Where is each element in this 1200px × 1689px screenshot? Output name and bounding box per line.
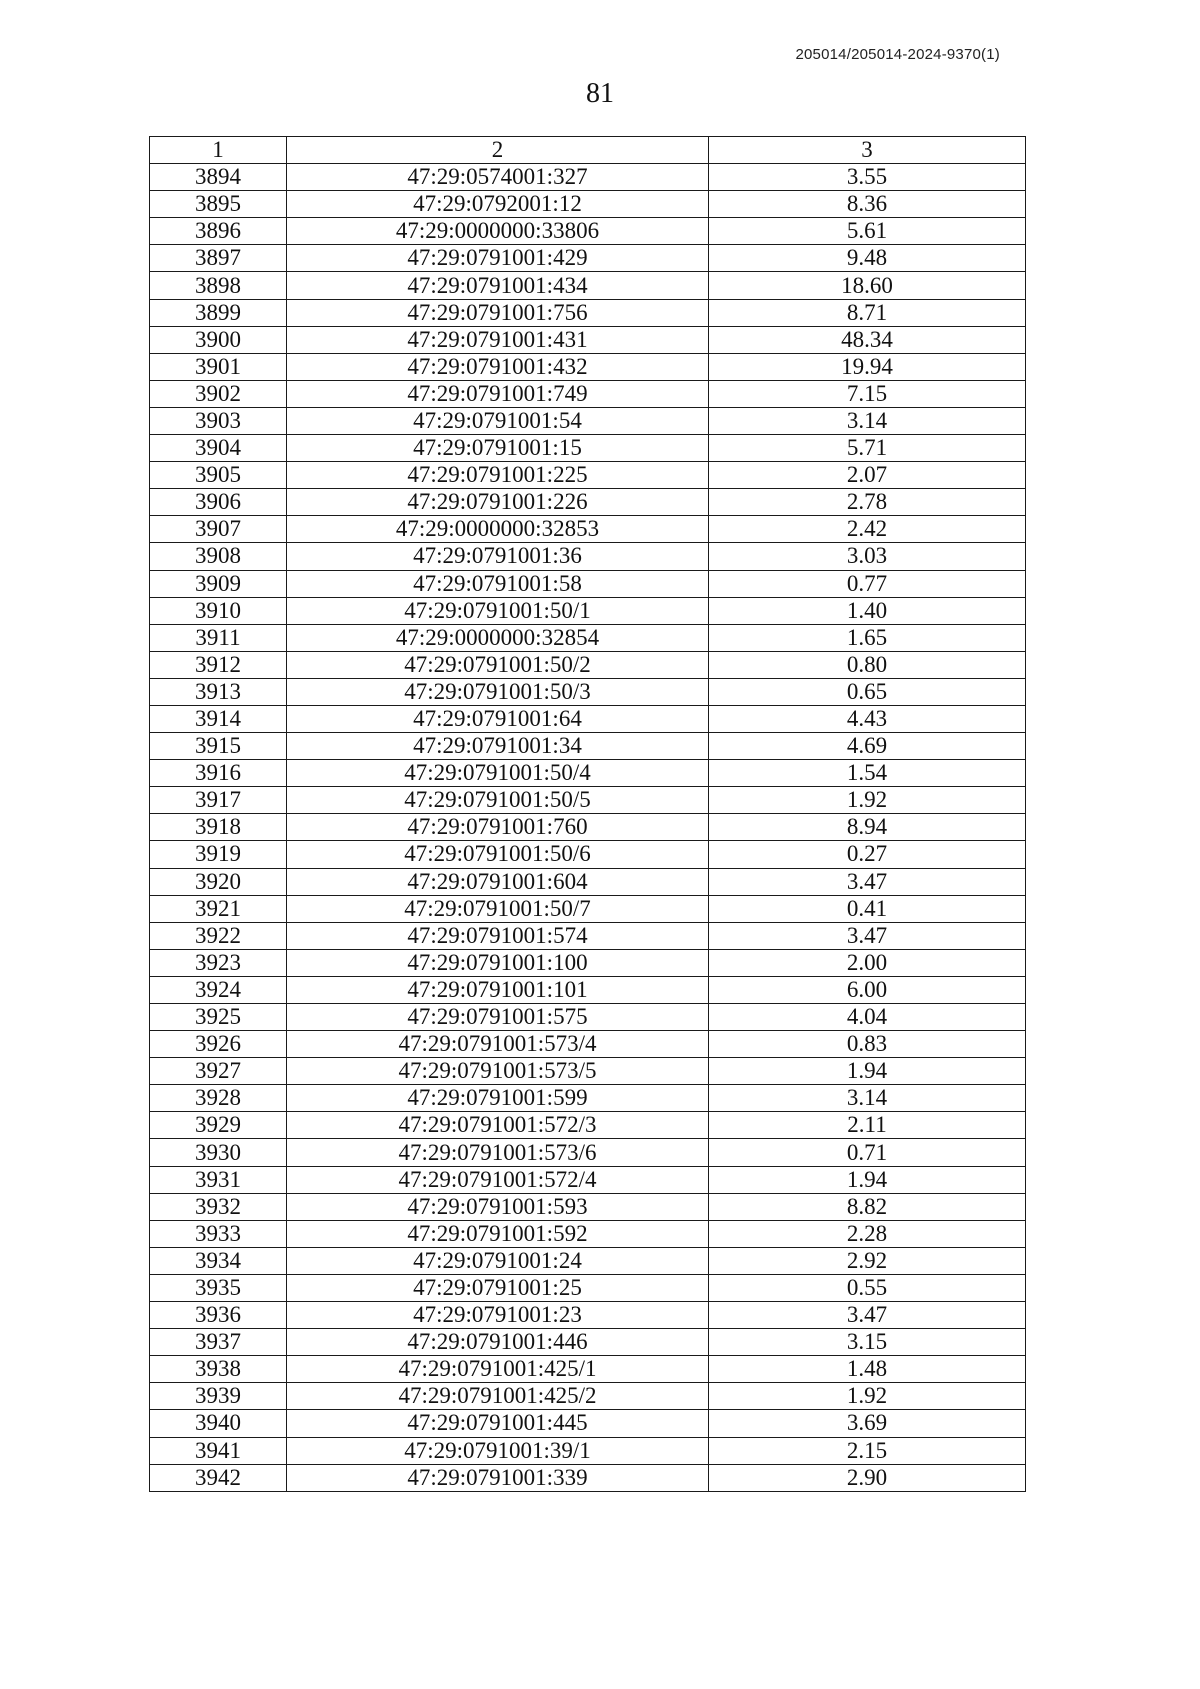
value-cell: 1.94 [709, 1166, 1026, 1193]
cadastral-number-cell: 47:29:0791001:749 [287, 380, 709, 407]
table-row [150, 624, 1026, 651]
value-cell: 1.65 [709, 624, 1026, 651]
value-cell: 3.15 [709, 1329, 1026, 1356]
row-number-cell: 3925 [150, 1004, 287, 1031]
column-header-2: 2 [287, 137, 709, 164]
table-row [150, 705, 1026, 732]
cadastral-number-cell: 47:29:0791001:50/6 [287, 841, 709, 868]
row-number-cell: 3932 [150, 1193, 287, 1220]
row-number-cell: 3906 [150, 489, 287, 516]
value-cell: 1.92 [709, 787, 1026, 814]
value-cell: 19.94 [709, 353, 1026, 380]
table-row [150, 1220, 1026, 1247]
value-cell: 3.14 [709, 1085, 1026, 1112]
cadastral-number-cell: 47:29:0791001:36 [287, 543, 709, 570]
row-number-cell: 3897 [150, 245, 287, 272]
cadastral-number-cell: 47:29:0791001:425/2 [287, 1383, 709, 1410]
table-row [150, 1139, 1026, 1166]
table-row [150, 868, 1026, 895]
cadastral-number-cell: 47:29:0791001:573/4 [287, 1031, 709, 1058]
row-number-cell: 3901 [150, 353, 287, 380]
cadastral-number-cell: 47:29:0791001:339 [287, 1464, 709, 1491]
cadastral-number-cell: 47:29:0791001:50/2 [287, 651, 709, 678]
table-row [150, 245, 1026, 272]
row-number-cell: 3919 [150, 841, 287, 868]
value-cell: 48.34 [709, 326, 1026, 353]
row-number-cell: 3910 [150, 597, 287, 624]
value-cell: 3.03 [709, 543, 1026, 570]
table-row [150, 1274, 1026, 1301]
page-number: 81 [586, 78, 614, 109]
row-number-cell: 3905 [150, 462, 287, 489]
value-cell: 0.41 [709, 895, 1026, 922]
value-cell: 0.80 [709, 651, 1026, 678]
table-row [150, 462, 1026, 489]
table-row [150, 814, 1026, 841]
row-number-cell: 3935 [150, 1274, 287, 1301]
cadastral-number-cell: 47:29:0791001:58 [287, 570, 709, 597]
row-number-cell: 3922 [150, 922, 287, 949]
cadastral-number-cell: 47:29:0791001:604 [287, 868, 709, 895]
value-cell: 0.77 [709, 570, 1026, 597]
table-row [150, 1085, 1026, 1112]
row-number-cell: 3915 [150, 733, 287, 760]
value-cell: 2.90 [709, 1464, 1026, 1491]
cadastral-number-cell: 47:29:0791001:226 [287, 489, 709, 516]
row-number-cell: 3896 [150, 218, 287, 245]
row-number-cell: 3940 [150, 1410, 287, 1437]
value-cell: 8.94 [709, 814, 1026, 841]
value-cell: 7.15 [709, 380, 1026, 407]
table-body [150, 137, 1026, 1492]
cadastral-number-cell: 47:29:0791001:15 [287, 435, 709, 462]
value-cell: 2.78 [709, 489, 1026, 516]
cadastral-number-cell: 47:29:0791001:760 [287, 814, 709, 841]
value-cell: 2.28 [709, 1220, 1026, 1247]
cadastral-number-cell: 47:29:0791001:573/6 [287, 1139, 709, 1166]
value-cell: 3.69 [709, 1410, 1026, 1437]
cadastral-number-cell: 47:29:0791001:431 [287, 326, 709, 353]
table-row [150, 922, 1026, 949]
row-number-cell: 3903 [150, 407, 287, 434]
table-row [150, 1410, 1026, 1437]
cadastral-number-cell: 47:29:0791001:599 [287, 1085, 709, 1112]
table-row [150, 949, 1026, 976]
value-cell: 1.40 [709, 597, 1026, 624]
cadastral-number-cell: 47:29:0791001:573/5 [287, 1058, 709, 1085]
value-cell: 0.55 [709, 1274, 1026, 1301]
row-number-cell: 3921 [150, 895, 287, 922]
table-row [150, 489, 1026, 516]
cadastral-number-cell: 47:29:0791001:50/5 [287, 787, 709, 814]
table-row [150, 678, 1026, 705]
table-row [150, 516, 1026, 543]
column-header-1: 1 [150, 137, 287, 164]
document-id: 205014/205014-2024-9370(1) [795, 46, 1000, 63]
table-row [150, 407, 1026, 434]
cadastral-number-cell: 47:29:0791001:572/3 [287, 1112, 709, 1139]
value-cell: 0.71 [709, 1139, 1026, 1166]
cadastral-number-cell: 47:29:0791001:575 [287, 1004, 709, 1031]
cadastral-number-cell: 47:29:0792001:12 [287, 191, 709, 218]
value-cell: 8.36 [709, 191, 1026, 218]
cadastral-number-cell: 47:29:0791001:50/3 [287, 678, 709, 705]
row-number-cell: 3941 [150, 1437, 287, 1464]
table-row [150, 1329, 1026, 1356]
row-number-cell: 3907 [150, 516, 287, 543]
row-number-cell: 3918 [150, 814, 287, 841]
row-number-cell: 3926 [150, 1031, 287, 1058]
row-number-cell: 3928 [150, 1085, 287, 1112]
cadastral-number-cell: 47:29:0791001:429 [287, 245, 709, 272]
cadastral-number-cell: 47:29:0791001:593 [287, 1193, 709, 1220]
table-row [150, 1383, 1026, 1410]
cadastral-number-cell: 47:29:0791001:225 [287, 462, 709, 489]
row-number-cell: 3904 [150, 435, 287, 462]
table-row [150, 1004, 1026, 1031]
row-number-cell: 3927 [150, 1058, 287, 1085]
cadastral-number-cell: 47:29:0791001:574 [287, 922, 709, 949]
value-cell: 5.61 [709, 218, 1026, 245]
table-row [150, 272, 1026, 299]
table-row [150, 1302, 1026, 1329]
value-cell: 2.92 [709, 1247, 1026, 1274]
row-number-cell: 3924 [150, 976, 287, 1003]
table-row [150, 733, 1026, 760]
cadastral-number-cell: 47:29:0000000:32853 [287, 516, 709, 543]
table-row [150, 353, 1026, 380]
row-number-cell: 3912 [150, 651, 287, 678]
value-cell: 2.11 [709, 1112, 1026, 1139]
row-number-cell: 3899 [150, 299, 287, 326]
row-number-cell: 3939 [150, 1383, 287, 1410]
cadastral-number-cell: 47:29:0791001:54 [287, 407, 709, 434]
cadastral-number-cell: 47:29:0791001:50/1 [287, 597, 709, 624]
table-row [150, 1247, 1026, 1274]
table-row [150, 760, 1026, 787]
table-row [150, 1058, 1026, 1085]
table-row [150, 218, 1026, 245]
cadastral-number-cell: 47:29:0791001:756 [287, 299, 709, 326]
value-cell: 1.48 [709, 1356, 1026, 1383]
data-table [149, 136, 1026, 1492]
row-number-cell: 3902 [150, 380, 287, 407]
row-number-cell: 3916 [150, 760, 287, 787]
cadastral-number-cell: 47:29:0791001:446 [287, 1329, 709, 1356]
row-number-cell: 3914 [150, 705, 287, 732]
cadastral-number-cell: 47:29:0791001:34 [287, 733, 709, 760]
value-cell: 0.83 [709, 1031, 1026, 1058]
value-cell: 1.92 [709, 1383, 1026, 1410]
value-cell: 2.07 [709, 462, 1026, 489]
cadastral-number-cell: 47:29:0791001:25 [287, 1274, 709, 1301]
value-cell: 4.04 [709, 1004, 1026, 1031]
value-cell: 1.54 [709, 760, 1026, 787]
value-cell: 3.47 [709, 1302, 1026, 1329]
value-cell: 5.71 [709, 435, 1026, 462]
table-row [150, 299, 1026, 326]
row-number-cell: 3936 [150, 1302, 287, 1329]
value-cell: 1.94 [709, 1058, 1026, 1085]
cadastral-number-cell: 47:29:0791001:39/1 [287, 1437, 709, 1464]
row-number-cell: 3933 [150, 1220, 287, 1247]
value-cell: 0.65 [709, 678, 1026, 705]
cadastral-number-cell: 47:29:0791001:64 [287, 705, 709, 732]
row-number-cell: 3911 [150, 624, 287, 651]
column-header-3: 3 [709, 137, 1026, 164]
value-cell: 0.27 [709, 841, 1026, 868]
row-number-cell: 3942 [150, 1464, 287, 1491]
table-row [150, 1112, 1026, 1139]
cadastral-number-cell: 47:29:0791001:445 [287, 1410, 709, 1437]
table-row [150, 191, 1026, 218]
row-number-cell: 3923 [150, 949, 287, 976]
cadastral-number-cell: 47:29:0574001:327 [287, 164, 709, 191]
cadastral-number-cell: 47:29:0791001:572/4 [287, 1166, 709, 1193]
table-row [150, 787, 1026, 814]
table-row [150, 1356, 1026, 1383]
table-row [150, 1031, 1026, 1058]
row-number-cell: 3934 [150, 1247, 287, 1274]
table-row [150, 380, 1026, 407]
value-cell: 2.42 [709, 516, 1026, 543]
table-row [150, 895, 1026, 922]
table-row [150, 164, 1026, 191]
table-row [150, 841, 1026, 868]
table-row [150, 543, 1026, 570]
row-number-cell: 3929 [150, 1112, 287, 1139]
cadastral-number-cell: 47:29:0791001:50/4 [287, 760, 709, 787]
row-number-cell: 3913 [150, 678, 287, 705]
row-number-cell: 3917 [150, 787, 287, 814]
value-cell: 2.00 [709, 949, 1026, 976]
cadastral-number-cell: 47:29:0791001:24 [287, 1247, 709, 1274]
value-cell: 4.43 [709, 705, 1026, 732]
value-cell: 3.55 [709, 164, 1026, 191]
cadastral-number-cell: 47:29:0791001:23 [287, 1302, 709, 1329]
value-cell: 3.47 [709, 922, 1026, 949]
row-number-cell: 3909 [150, 570, 287, 597]
table-row [150, 1437, 1026, 1464]
row-number-cell: 3930 [150, 1139, 287, 1166]
row-number-cell: 3920 [150, 868, 287, 895]
table-row [150, 597, 1026, 624]
value-cell: 18.60 [709, 272, 1026, 299]
value-cell: 3.14 [709, 407, 1026, 434]
row-number-cell: 3938 [150, 1356, 287, 1383]
cadastral-number-cell: 47:29:0791001:432 [287, 353, 709, 380]
table-row [150, 570, 1026, 597]
table-row [150, 435, 1026, 462]
row-number-cell: 3898 [150, 272, 287, 299]
cadastral-number-cell: 47:29:0791001:434 [287, 272, 709, 299]
table-row [150, 1166, 1026, 1193]
value-cell: 4.69 [709, 733, 1026, 760]
row-number-cell: 3895 [150, 191, 287, 218]
value-cell: 3.47 [709, 868, 1026, 895]
table-row [150, 651, 1026, 678]
cadastral-number-cell: 47:29:0791001:100 [287, 949, 709, 976]
value-cell: 8.71 [709, 299, 1026, 326]
cadastral-number-cell: 47:29:0791001:425/1 [287, 1356, 709, 1383]
cadastral-number-cell: 47:29:0791001:50/7 [287, 895, 709, 922]
table-row [150, 1464, 1026, 1491]
value-cell: 8.82 [709, 1193, 1026, 1220]
value-cell: 9.48 [709, 245, 1026, 272]
table-header-row [150, 137, 1026, 164]
row-number-cell: 3894 [150, 164, 287, 191]
row-number-cell: 3937 [150, 1329, 287, 1356]
table-row [150, 976, 1026, 1003]
cadastral-number-cell: 47:29:0791001:101 [287, 976, 709, 1003]
row-number-cell: 3900 [150, 326, 287, 353]
cadastral-number-cell: 47:29:0000000:32854 [287, 624, 709, 651]
cadastral-number-cell: 47:29:0000000:33806 [287, 218, 709, 245]
table-row [150, 1193, 1026, 1220]
table-row [150, 326, 1026, 353]
row-number-cell: 3931 [150, 1166, 287, 1193]
value-cell: 6.00 [709, 976, 1026, 1003]
row-number-cell: 3908 [150, 543, 287, 570]
value-cell: 2.15 [709, 1437, 1026, 1464]
cadastral-number-cell: 47:29:0791001:592 [287, 1220, 709, 1247]
